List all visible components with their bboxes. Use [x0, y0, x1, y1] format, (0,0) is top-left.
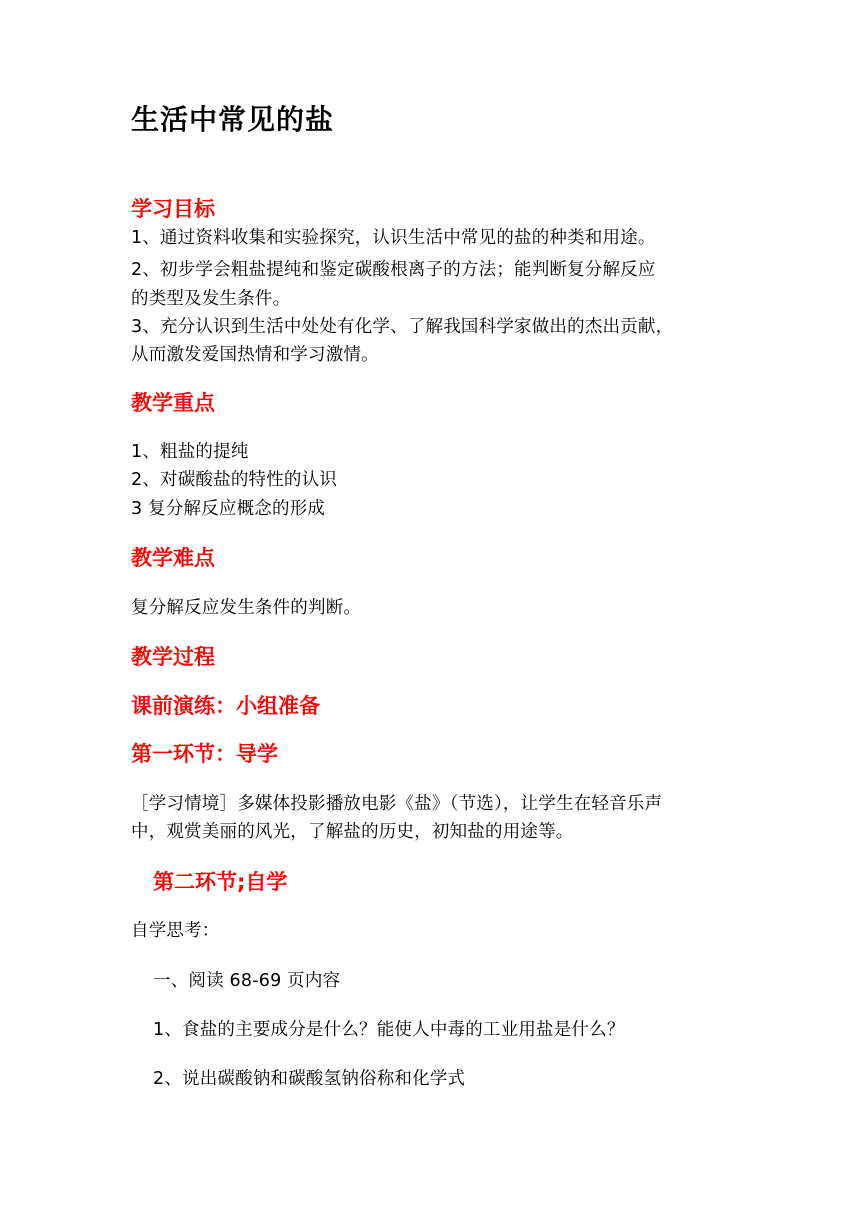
objective-line: 的类型及发生条件。: [131, 289, 291, 309]
objective-line: 1、通过资料收集和实验探究，认识生活中常见的盐的种类和用途。: [131, 228, 656, 248]
objective-line: 2、初步学会粗盐提纯和鉴定碳酸根离子的方法；能判断复分解反应: [131, 260, 656, 280]
step2-line: 1、食盐的主要成分是什么？能使人中毒的工业用盐是什么？: [153, 1020, 625, 1040]
objectives-heading: 学习目标: [131, 197, 215, 221]
step1-line: ［学习情境］多媒体投影播放电影《盐》（节选），让学生在轻音乐声: [131, 794, 663, 814]
step2-line: 一、阅读 68-69 页内容: [153, 971, 341, 991]
key-point-line: 2、对碳酸盐的特性的认识: [131, 470, 338, 490]
step2-line: 2、说出碳酸钠和碳酸氢钠俗称和化学式: [153, 1069, 466, 1089]
step2-intro: 自学思考：: [131, 921, 220, 941]
pre-class-heading: 课前演练：小组准备: [131, 694, 320, 718]
key-points-heading: 教学重点: [131, 391, 215, 415]
step1-heading: 第一环节：导学: [131, 742, 278, 766]
key-point-line: 1、粗盐的提纯: [131, 442, 249, 462]
process-heading: 教学过程: [131, 645, 215, 669]
step2-heading: 第二环节;自学: [153, 870, 288, 894]
difficulties-heading: 教学难点: [131, 546, 215, 570]
key-point-line: 3 复分解反应概念的形成: [131, 499, 326, 519]
page-title: 生活中常见的盐: [131, 103, 335, 136]
step1-line: 中，观赏美丽的风光，了解盐的历史，初知盐的用途等。: [131, 822, 574, 842]
objective-line: 3、充分认识到生活中处处有化学、了解我国科学家做出的杰出贡献，: [131, 317, 674, 337]
objective-line: 从而激发爱国热情和学习激情。: [131, 345, 379, 365]
difficulty-line: 复分解反应发生条件的判断。: [131, 598, 362, 618]
